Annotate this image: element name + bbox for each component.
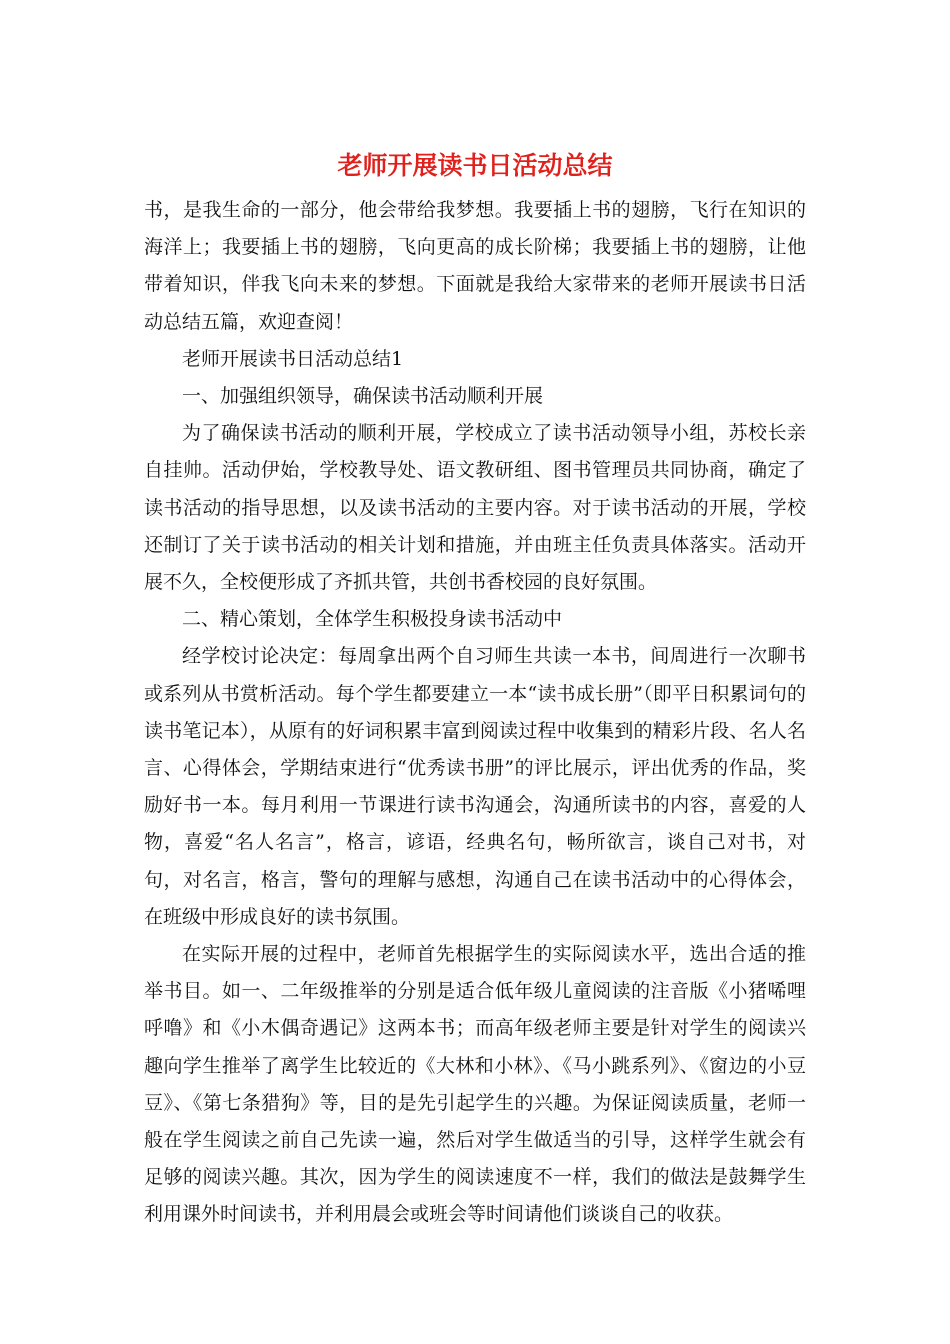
intro-paragraph: 书，是我生命的一部分，他会带给我梦想。我要插上书的翅膀，飞行在知识的海洋上；我要插上书的翅膀，飞向更高的成长阶梯；我要插上书的翅膀，让他带着知识，伴我飞向未来的梦想。下面就是我给大家带来的老师开展读书日活动总结五篇，欢迎查阅！ [144,199,806,333]
section-heading: 老师开展读书日活动总结1 [182,347,404,370]
document-body [144,192,806,1234]
body-paragraph: 在实际开展的过程中，老师首先根据学生的实际阅读水平，选出合适的推举书目。如一、二年级推举的分别是适合低年级儿童阅读的注音版《小猪唏哩呼噜》和《小木偶奇遇记》这两本书；而高年级老师主要是针对学生的阅读兴趣向学生推举了离学生比较近的《大林和小林》、《马小跳系列》、《窗边的小豆豆》、《第七条猎狗》等，目的是先引起学生的兴趣。为保证阅读质量，老师一般在学生阅读之前自己先读一遍，然后对学生做适当的引导，这样学生就会有足够的阅读兴趣。其次，因为学生的阅读速度不一样，我们的做法是鼓舞学生利用课外时间读书，并利用晨会或班会等时间请他们谈谈自己的收获。 [144,943,806,1226]
body-paragraph: 经学校讨论决定：每周拿出两个自习师生共读一本书，间周进行一次聊书或系列从书赏析活动。每个学生都要建立一本“读书成长册”（即平日积累词句的读书笔记本），从原有的好词积累丰富到阅读过程中收集到的精彩片段、名人名言、心得体会，学期结束进行“优秀读书册”的评比展示，评出优秀的作品，奖励好书一本。每月利用一节课进行读书沟通会，沟通所读书的内容，喜爱的人物，喜爱“名人名言”，格言，谚语，经典名句，畅所欲言，谈自己对书，对句，对名言，格言，警句的理解与感想，沟通自己在读书活动中的心得体会，在班级中形成良好的读书氛围。 [144,645,806,928]
document-title: 老师开展读书日活动总结 [337,151,613,180]
subheading-1: 一、加强组织领导，确保读书活动顺利开展 [182,385,544,408]
body-paragraph: 为了确保读书活动的顺利开展，学校成立了读书活动领导小组，苏校长亲自挂帅。活动伊始，学校教导处、语文教研组、图书管理员共同协商，确定了读书活动的指导思想，以及读书活动的主要内容。对于读书活动的开展，学校还制订了关于读书活动的相关计划和措施，并由班主任负责具体落实。活动开展不久，全校便形成了齐抓共管，共创书香校园的良好氛围。 [144,422,806,594]
subheading-2: 二、精心策划，全体学生积极投身读书活动中 [182,608,563,631]
